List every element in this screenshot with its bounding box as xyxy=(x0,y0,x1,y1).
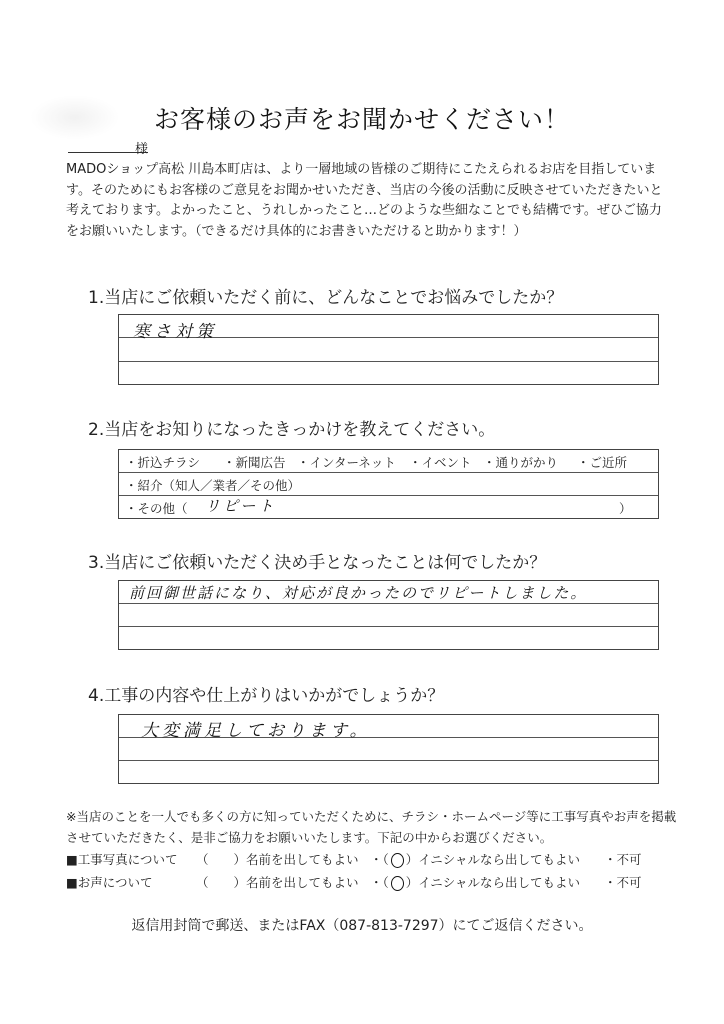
options-line xyxy=(119,472,658,473)
photo-consent-name-option[interactable]: （ ）名前を出してもよい xyxy=(196,852,359,867)
question-1-label: 1.当店にご依頼いただく前に、どんなことでお悩みでしたか？ xyxy=(88,288,564,308)
option-newspaper[interactable]: ・新聞広告 xyxy=(223,455,286,470)
suffix: ）イニシャルなら出してもよい xyxy=(405,875,581,890)
selected-circle-mark xyxy=(391,876,404,891)
question-2-options-box xyxy=(118,449,659,519)
prefix: ・（ xyxy=(370,852,389,867)
suffix: ）イニシャルなら出してもよい xyxy=(405,852,581,867)
voice-consent-decline-option[interactable]: ・不可 xyxy=(604,875,642,890)
answer-line xyxy=(119,626,658,627)
voice-consent-initial-option[interactable] xyxy=(370,873,580,891)
option-flyer[interactable]: ・折込チラシ xyxy=(125,455,201,470)
question-3-handwritten-answer: 前回御世話になり、対応が良かったのでリピートしました。 xyxy=(129,584,588,602)
option-referral[interactable]: ・紹介（知人／業者／その他） xyxy=(125,478,301,493)
answer-line xyxy=(119,361,658,362)
photo-consent-decline-option[interactable]: ・不可 xyxy=(604,852,642,867)
answer-line xyxy=(119,760,658,761)
photo-consent-initial-option[interactable] xyxy=(370,850,580,868)
selected-circle-mark xyxy=(391,853,404,868)
publication-consent-note: ※当店のことを一人でも多くの方に知っていただくために、チラシ・ホームページ等に工事写真やお声を掲載させていただきたく、是非ご協力をお願いいたします。下記の中からお選びください。 xyxy=(66,809,677,845)
honorific-label: 様 xyxy=(135,142,149,157)
option-passing-by[interactable]: ・通りがかり xyxy=(483,455,559,470)
question-3-label: 3.当店にご依頼いただく決め手となったことは何でしたか？ xyxy=(88,553,547,573)
question-4-answer-box[interactable] xyxy=(118,714,659,784)
voice-consent-name-option[interactable]: （ ）名前を出してもよい xyxy=(196,875,359,890)
option-other-close: ） xyxy=(619,501,632,516)
question-4-handwritten-answer: 大変満足しております。 xyxy=(141,721,371,741)
question-2-label: 2.当店をお知りになったきっかけを教えてください。 xyxy=(88,420,496,440)
question-1-answer-box[interactable] xyxy=(118,314,659,385)
intro-paragraph: MADOショップ高松 川島本町店は、より一層地域の皆様のご期待にこたえられるお店を目指しています。そのためにもお客様のご意見をお聞かせいただき、当店の今後の活動に反映させていただきたいと考えております。よかったこと、うれしかったこと…どのような些細なことでも結構です。ぜひご協力をお願いいたします。（できるだけ具体的にお書きいただけると助かります！） xyxy=(66,162,663,239)
question-1-handwritten-answer: 寒さ対策 xyxy=(133,322,217,342)
prefix: ・（ xyxy=(370,875,389,890)
option-neighborhood[interactable]: ・ご近所 xyxy=(577,455,628,470)
voice-consent-label: ■お声について xyxy=(66,875,153,890)
options-line xyxy=(119,495,658,496)
option-internet[interactable]: ・インターネット xyxy=(297,455,396,470)
option-event[interactable]: ・イベント xyxy=(409,455,472,470)
page-title: お客様のお声をお聞かせください！ xyxy=(153,105,570,134)
answer-line xyxy=(119,603,658,604)
return-instructions: 返信用封筒で郵送、またはFAX（087-813-7297）にてご返信ください。 xyxy=(131,918,593,934)
option-other-label: ・その他（ xyxy=(125,501,188,516)
photo-consent-label: ■工事写真について xyxy=(66,852,178,867)
option-other-handwritten-value: リピート xyxy=(205,497,277,515)
question-4-label: 4.工事の内容や仕上がりはいかがでしょうか？ xyxy=(88,686,445,706)
question-3-answer-box[interactable] xyxy=(118,580,659,650)
